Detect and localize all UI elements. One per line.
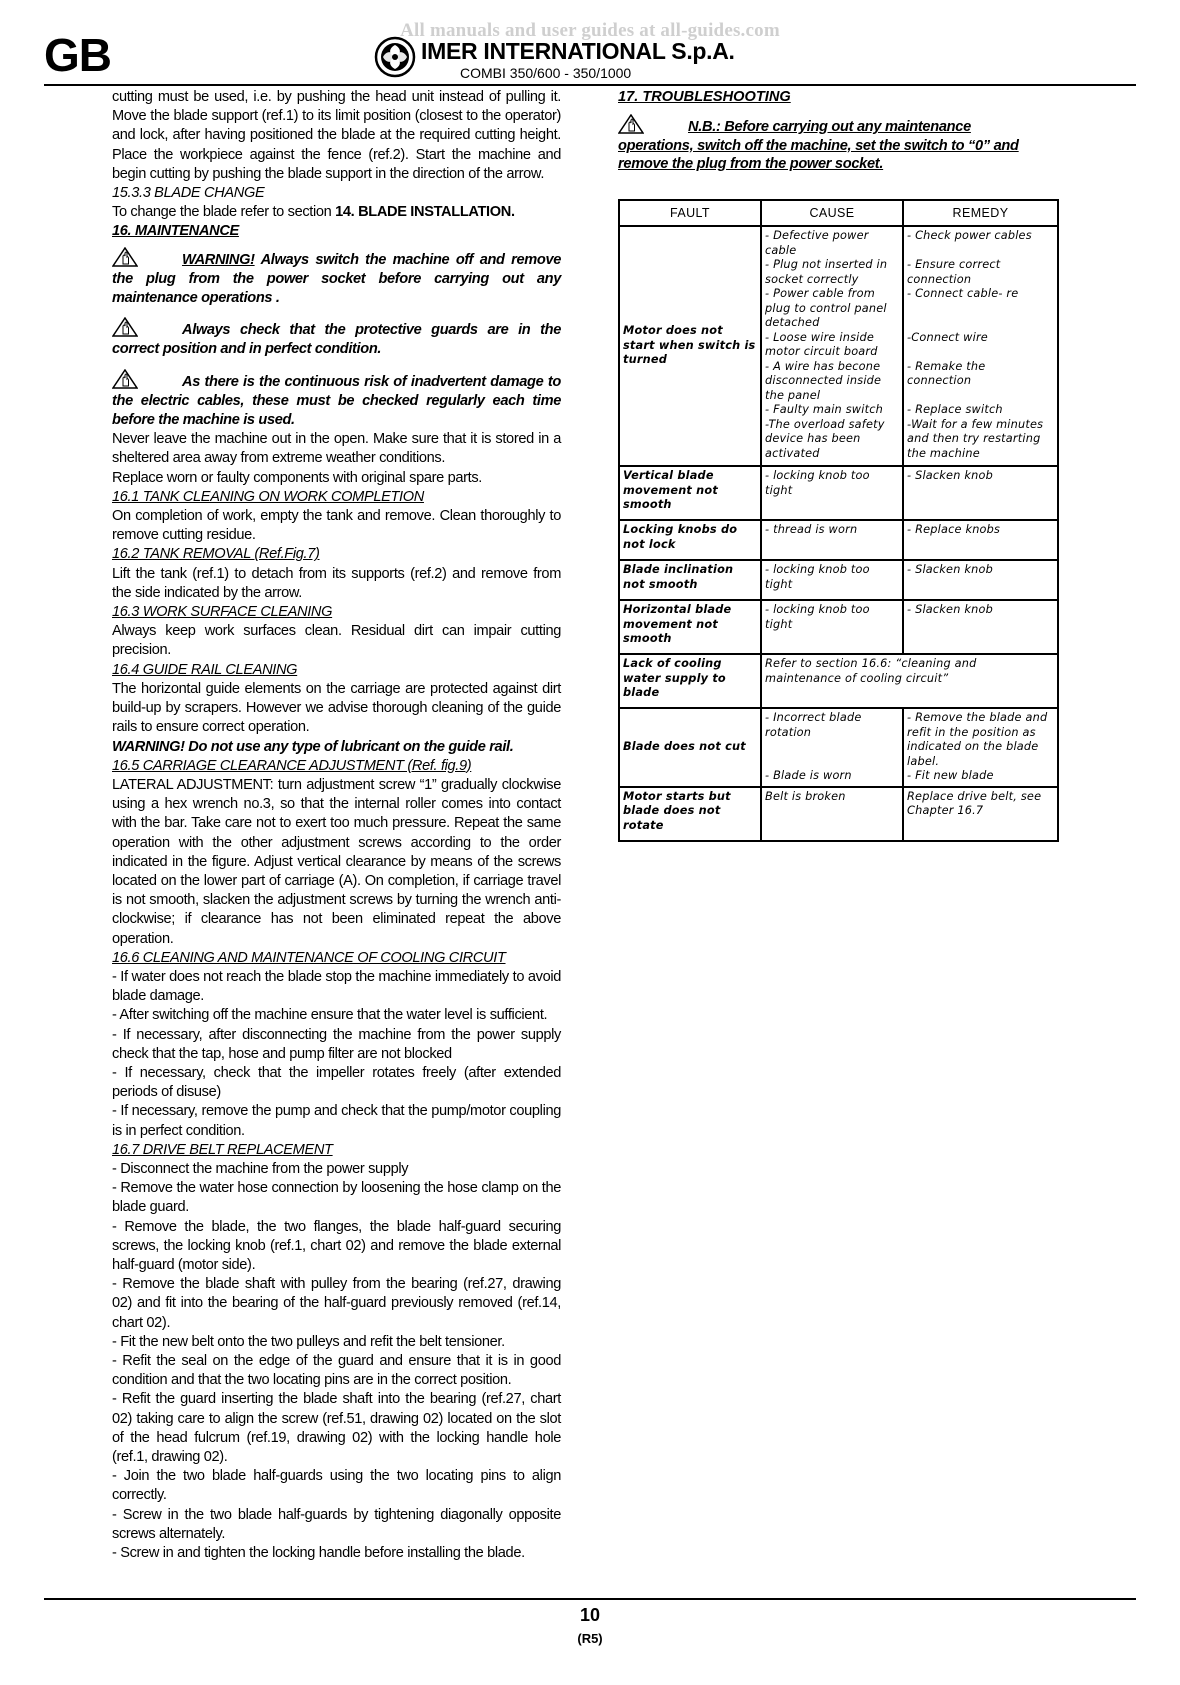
table-header-row xyxy=(619,200,1058,226)
cause-line: - Blade is worn xyxy=(765,769,852,782)
warning-1-text: Always switch the machine off and remove the plug from the power socket before carrying out any maintenance operations . xyxy=(112,251,561,307)
section-16-5-text: LATERAL ADJUSTMENT: turn adjustment screw “1” gradually clockwise using a hex wrench no.3, so that the internal roller comes into contact with the bar. Take care not to exert too much pressure. Repeat the same operation with the other adjustment screws according to the order indicated in the figure. Adjust vertical clearance by means of the screws located on the lower part of carriage (A). On completion, if carriage travel is not smooth, slacken the adjustment screws by turning the wrench anti-clockwise; if clearance has not been eliminated repeat the above operation. xyxy=(112,776,561,947)
table-row xyxy=(619,708,1058,787)
table-header: REMEDY xyxy=(903,200,1058,226)
troubleshooting-title: 17. TROUBLESHOOTING xyxy=(618,89,791,105)
remedy-cell: - Slacken knob xyxy=(903,466,1058,520)
section-16-7-title: 16.7 DRIVE BELT REPLACEMENT xyxy=(112,1141,333,1158)
cause-line: motor circuit board xyxy=(765,345,878,358)
list-item: - Screw in and tighten the locking handle before installing the blade. xyxy=(112,1545,525,1562)
table-row xyxy=(619,226,1058,466)
cause-line: socket correctly xyxy=(765,272,859,286)
cause-line: - Power cable from xyxy=(765,287,875,300)
cause-line: detached xyxy=(765,316,820,329)
cause-cell: Belt is broken xyxy=(761,787,903,841)
cause-line: - Loose wire inside xyxy=(765,330,875,344)
warning-hand-icon xyxy=(112,247,138,267)
section-16-4-title: 16.4 GUIDE RAIL CLEANING xyxy=(112,661,298,678)
list-item: - Disconnect the machine from the power supply xyxy=(112,1160,409,1177)
cause-line: - Plug not inserted in xyxy=(765,258,888,271)
table-row xyxy=(619,466,1058,520)
remedy-line: - Fit new blade xyxy=(907,769,994,782)
warning-1 xyxy=(112,247,561,309)
remedy-spacer xyxy=(907,302,1054,317)
fault-cell: Lack of cooling water supply to blade xyxy=(619,654,761,708)
remedy-line: - Ensure correct xyxy=(907,258,1001,271)
table-row xyxy=(619,560,1058,600)
table-header: FAULT xyxy=(619,200,761,226)
cause-line: the panel xyxy=(765,388,821,402)
header-rule xyxy=(44,84,1136,86)
section-16-5-title: 16.5 CARRIAGE CLEARANCE ADJUSTMENT (Ref. fig.9) xyxy=(112,757,472,774)
section-16-2-text: Lift the tank (ref.1) to detach from its supports (ref.2) and remove from the side indicated by the arrow. xyxy=(112,565,561,601)
remedy-line: - Replace switch xyxy=(907,403,1003,416)
list-item: - Join the two blade half-guards using the two locating pins to align correctly. xyxy=(112,1468,561,1504)
remedy-line: - Remake the xyxy=(907,359,986,373)
nb-note xyxy=(618,114,1068,174)
remedy-line: - Connect cable- re xyxy=(907,287,1019,300)
cause-line: - A wire has becone xyxy=(765,359,881,373)
remedy-spacer xyxy=(907,389,1054,404)
model-name: COMBI 350/600 - 350/1000 xyxy=(460,65,632,81)
remedy-line: and then try restarting xyxy=(907,432,1041,445)
list-item: - After switching off the machine ensure that the water level is sufficient. xyxy=(112,1007,548,1024)
blade-change-paragraph xyxy=(112,203,561,222)
remedy-spacer xyxy=(907,345,1054,360)
cause-cell: - locking knob too tight xyxy=(761,466,903,520)
fault-cell: Locking knobs do not lock xyxy=(619,520,761,560)
list-item: - If necessary, after disconnecting the machine from the power supply check that the tap, hose and pump filter are not blocked xyxy=(112,1026,561,1062)
list-item: - Fit the new belt onto the two pulleys and refit the belt tensioner. xyxy=(112,1333,505,1350)
table-row xyxy=(619,654,1058,708)
remedy-spacer xyxy=(907,316,1054,331)
remedy-cell xyxy=(903,708,1058,787)
remedy-line: connection xyxy=(907,272,972,286)
left-column xyxy=(112,88,561,1563)
cause-line: -The overload safety xyxy=(765,417,885,431)
list-item: - Refit the guard inserting the blade shaft into the bearing (ref.27, chart 02) taking care to align the screw (ref.51, drawing 02) located on the slot of the head fulcrum (ref.19, drawing 02) with the locking handle hole (ref.1, drawing 02). xyxy=(112,1391,561,1466)
troubleshooting-table xyxy=(618,199,1059,842)
cause-spacer xyxy=(765,740,899,755)
cause-line: - Faulty main switch xyxy=(765,403,883,416)
cause-line: activated xyxy=(765,446,820,460)
cause-cell: - locking knob too tight xyxy=(761,600,903,654)
list-item: - Screw in the two blade half-guards by tightening diagonally opposite screws alternately. xyxy=(112,1506,561,1542)
section-16-4-warning: WARNING! Do not use any type of lubricant on the guide rail. xyxy=(112,738,514,755)
cause-remedy-cell: Refer to section 16.6: “cleaning and maintenance of cooling circuit” xyxy=(761,654,1058,708)
cause-spacer xyxy=(765,755,899,770)
section-16-2-title: 16.2 TANK REMOVAL (Ref.Fig.7) xyxy=(112,546,320,563)
right-column xyxy=(618,88,1068,174)
company-name: IMER INTERNATIONAL S.p.A. xyxy=(421,38,735,64)
footer-rule xyxy=(44,1598,1136,1600)
cause-line: - Defective power xyxy=(765,229,869,242)
warning-2-text: Always check that the protective guards are in the correct position and in perfect condition. xyxy=(112,322,561,358)
list-item: - If water does not reach the blade stop the machine immediately to avoid blade damage. xyxy=(112,968,561,1005)
cause-cell xyxy=(761,708,903,787)
section-16-4-text: The horizontal guide elements on the carriage are protected against dirt build-up by scrapers. However we advise thorough cleaning of the guide rails to ensure correct operation. xyxy=(112,680,561,736)
remedy-line: the machine xyxy=(907,446,980,460)
remedy-spacer xyxy=(907,244,1054,259)
fault-cell: Vertical blade movement not smooth xyxy=(619,466,761,520)
nb-label: N.B.: Before carrying out any maintenance xyxy=(688,119,971,135)
remedy-cell: - Slacken knob xyxy=(903,600,1058,654)
section-16-3-title: 16.3 WORK SURFACE CLEANING xyxy=(112,604,333,621)
table-row xyxy=(619,520,1058,560)
fault-cell: Blade does not cut xyxy=(619,708,761,787)
fault-cell: Motor does not start when switch is turned xyxy=(619,226,761,466)
remedy-line: -Wait for a few minutes xyxy=(907,417,1044,431)
warning-3 xyxy=(112,369,561,431)
cause-line: device has been xyxy=(765,432,861,445)
page-number: 10 xyxy=(579,1605,601,1625)
remedy-line: - Check power cables xyxy=(907,229,1032,242)
blade-change-text: To change the blade refer to section xyxy=(112,204,336,221)
cause-line: cable xyxy=(765,243,797,257)
cause-line: - Incorrect blade rotation xyxy=(765,711,862,739)
language-code: GB xyxy=(44,29,111,81)
cause-cell: - thread is worn xyxy=(761,520,903,560)
list-item: - If necessary, check that the impeller rotates freely (after extended periods of disuse) xyxy=(112,1064,561,1101)
table-header: CAUSE xyxy=(761,200,903,226)
cause-line: plug to control panel xyxy=(765,301,887,315)
warning-hand-icon xyxy=(112,369,138,389)
section-16-1-text: On completion of work, empty the tank and remove. Clean thoroughly to remove cutting residue. xyxy=(112,508,561,544)
list-item: - If necessary, remove the pump and check that the pump/motor coupling is in perfect condition. xyxy=(112,1103,561,1139)
remedy-cell: - Slacken knob xyxy=(903,560,1058,600)
company-logo-icon xyxy=(374,36,416,78)
replace-paragraph: Replace worn or faulty components with original spare parts. xyxy=(112,469,482,486)
list-item: - Refit the seal on the edge of the guard and ensure that it is in good condition and that the two locating pins are in the correct position. xyxy=(112,1353,561,1389)
blade-change-title: 15.3.3 BLADE CHANGE xyxy=(112,185,265,202)
remedy-line: connection xyxy=(907,374,972,387)
section-16-1-title: 16.1 TANK CLEANING ON WORK COMPLETION xyxy=(112,488,424,505)
remedy-cell: Replace drive belt, see Chapter 16.7 xyxy=(903,787,1058,841)
storage-paragraph: Never leave the machine out in the open. Make sure that it is stored in a sheltered area away from extreme weather conditions. xyxy=(112,431,561,467)
warning-2 xyxy=(112,317,561,359)
remedy-line: - Remove the blade and refit in the position as indicated on the blade label. xyxy=(907,711,1048,768)
fault-cell: Horizontal blade movement not smooth xyxy=(619,600,761,654)
revision: (R5) xyxy=(577,1631,603,1646)
section-16-3-text: Always keep work surfaces clean. Residual dirt can impair cutting precision. xyxy=(112,623,561,659)
warning-3-text: As there is the continuous risk of inadvertent damage to the electric cables, these must be checked regularly each time before the machine is used. xyxy=(112,373,561,429)
watermark: All manuals and user guides at all-guides.com xyxy=(400,20,780,41)
maintenance-title: 16. MAINTENANCE xyxy=(112,223,239,240)
remedy-cell xyxy=(903,226,1058,466)
remedy-line: -Connect wire xyxy=(907,330,988,344)
cause-cell xyxy=(761,226,903,466)
table-row xyxy=(619,600,1058,654)
intro-paragraph: cutting must be used, i.e. by pushing the head unit instead of pulling it. Move the blade support (ref.1) to its limit position (closest to the operator) and lock, after having positioned the blade at the required cutting height. Place the workpiece against the fence (ref.2). Start the machine and begin cutting by pushing the blade support in the direction of the arrow. xyxy=(112,89,561,182)
remedy-cell: - Replace knobs xyxy=(903,520,1058,560)
cause-line: disconnected inside xyxy=(765,374,882,387)
list-item: - Remove the blade, the two flanges, the blade half-guard securing screws, the locking knob (ref.1, chart 02) and remove the blade external half-guard (motor side). xyxy=(112,1218,561,1273)
blade-change-ref: 14. BLADE INSTALLATION. xyxy=(335,204,515,221)
nb-text: operations, switch off the machine, set the switch to “0” and remove the plug from the power socket. xyxy=(618,137,1019,172)
cause-cell: - locking knob too tight xyxy=(761,560,903,600)
list-item: - Remove the water hose connection by loosening the hose clamp on the blade guard. xyxy=(112,1180,561,1216)
fault-cell: Motor starts but blade does not rotate xyxy=(619,787,761,841)
warning-hand-icon xyxy=(112,317,138,337)
warning-hand-icon xyxy=(618,114,644,134)
section-16-6-title: 16.6 CLEANING AND MAINTENANCE OF COOLING CIRCUIT xyxy=(112,949,506,966)
list-item: - Remove the blade shaft with pulley from the bearing (ref.27, drawing 02) and fit into the bearing of the half-guard previously removed (ref.14, chart 02). xyxy=(112,1276,561,1331)
table-row xyxy=(619,787,1058,841)
warning-1-label: WARNING! xyxy=(182,251,255,268)
fault-cell: Blade inclination not smooth xyxy=(619,560,761,600)
